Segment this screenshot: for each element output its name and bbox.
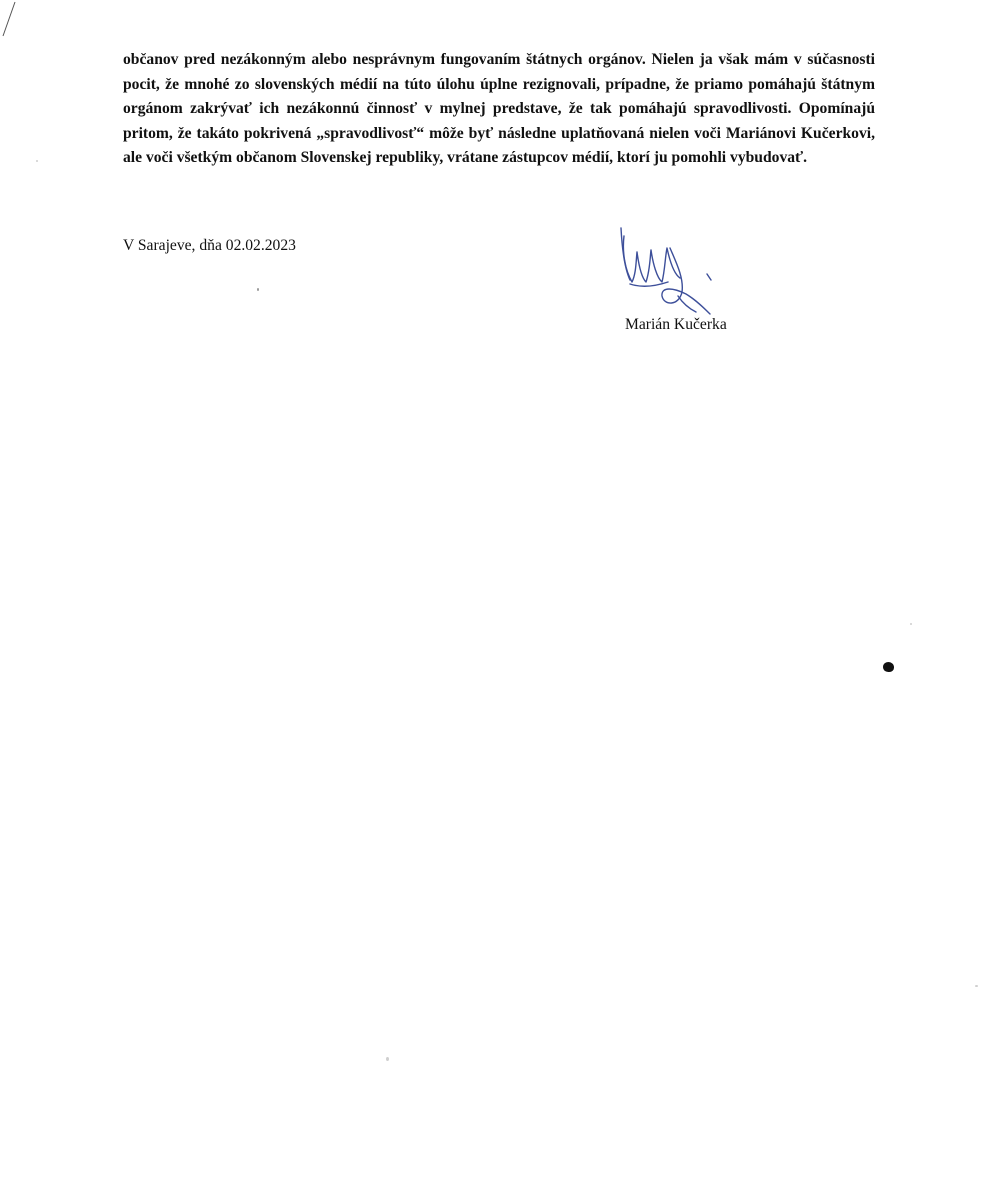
paragraph-line: v súčasnosti pocit, že mnohé zo slovenských médií na túto úlohu úplne rezignovali, prípadne, že: [123, 51, 875, 93]
scan-speck: [257, 288, 259, 291]
scan-speck: [910, 623, 912, 625]
paragraph-line: občanov pred nezákonným alebo nesprávnym fungovaním štátnych orgánov. Nielen ja však mám: [123, 51, 789, 68]
place-date: V Sarajeve, dňa 02.02.2023: [123, 237, 296, 254]
paragraph-line: pomáhajú spravodlivosti. Opomínajú pritom, že takáto pokrivená „spravodlivosť“ môže byť: [123, 100, 875, 142]
ink-blot: [883, 662, 894, 672]
scan-speck: [975, 985, 978, 987]
paragraph-line: následne uplatňovaná nielen voči Mariánovi Kučerkovi, ale voči všetkým občanom Slovenskej: [123, 124, 875, 167]
signer-name: Marián Kučerka: [625, 316, 727, 333]
body-paragraph: [123, 48, 875, 171]
scan-corner-mark: [0, 0, 20, 40]
scan-speck: [36, 160, 38, 162]
paragraph-line: priamo pomáhajú štátnym orgánom zakrývať ich nezákonnú činnosť v mylnej predstave, že tak: [123, 75, 876, 118]
scan-speck: [386, 1057, 389, 1061]
paragraph-line: republiky, vrátane zástupcov médií, ktorí ju pomohli vybudovať.: [375, 149, 808, 167]
